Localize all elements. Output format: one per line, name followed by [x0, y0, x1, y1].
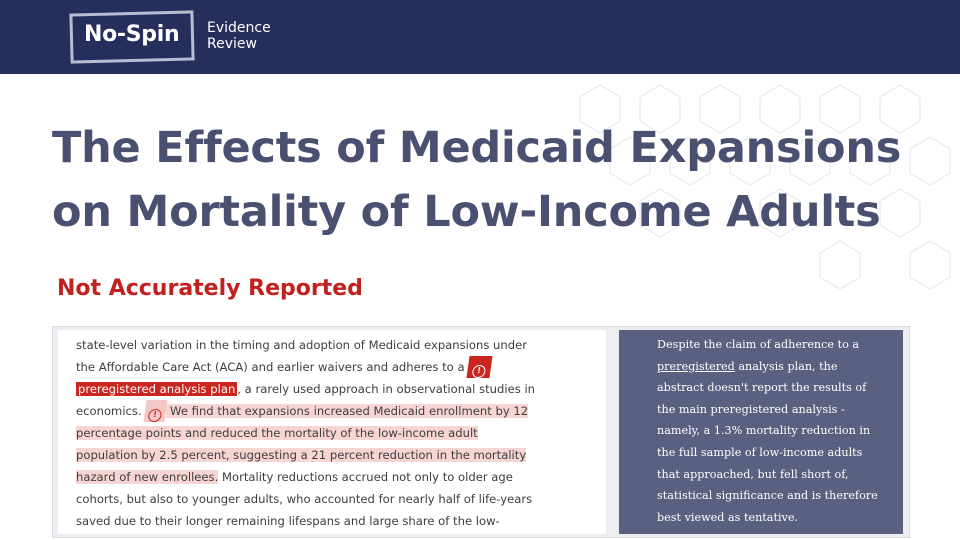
page-title-line2: on Mortality of Low-Income Adults	[52, 187, 881, 237]
excerpt-line	[76, 444, 596, 466]
highlight-finding[interactable]: percentage points and reduced the mortality of the low-income adult	[76, 426, 478, 440]
highlight-finding[interactable]	[166, 404, 528, 418]
comment-line: that approached, but fell short of,	[657, 467, 849, 481]
review-comment	[619, 330, 903, 534]
abstract-excerpt	[58, 330, 606, 534]
excerpt-line: state-level variation in the timing and adoption of Medicaid expansions under	[76, 338, 528, 352]
excerpt-line: saved due to their longer remaining lifespans and large share of the low-	[76, 514, 500, 528]
comment-line: statistical significance and is therefore	[657, 489, 878, 503]
excerpt-line	[76, 378, 596, 400]
exclamation-circle-icon: !	[148, 409, 163, 422]
comment-line: namely, a 1.3% mortality reduction in	[657, 424, 871, 438]
excerpt-text: the Affordable Care Act (ACA) and earlier waivers and adheres to a	[76, 360, 465, 374]
excerpt-text: , a rarely used approach in observational studies in	[237, 382, 536, 396]
excerpt-text: We find that expansions increased Medicaid enrollment by 12	[170, 404, 529, 418]
flag-tag[interactable]	[144, 400, 168, 422]
logo-subtitle-line1: Evidence	[207, 20, 271, 36]
comment-line: abstract doesn't report the results of	[657, 381, 867, 395]
comment-line: the main preregistered analysis -	[657, 402, 845, 416]
comment-line	[657, 356, 895, 378]
flag-tag[interactable]	[466, 356, 492, 378]
excerpt-line	[76, 466, 596, 488]
excerpt-line: cohorts, but also to younger adults, who accounted for nearly half of life-years	[76, 492, 533, 506]
excerpt-line	[76, 422, 596, 444]
highlight-finding[interactable]: hazard of new enrollees.	[76, 470, 219, 484]
exclamation-circle-icon: !	[471, 365, 486, 378]
highlight-preregistered[interactable]: preregistered analysis plan	[78, 382, 236, 396]
comment-line: best viewed as tentative.	[657, 510, 799, 524]
comment-text: analysis plan, the	[734, 359, 838, 373]
logo-subtitle-line2: Review	[207, 36, 257, 52]
excerpt-line	[76, 356, 596, 378]
excerpt-line	[76, 400, 596, 422]
logo-subtitle	[207, 20, 297, 52]
comment-line: Despite the claim of adherence to a	[657, 338, 860, 351]
comment-line: the full sample of low-income adults	[657, 445, 863, 459]
logo-text: No-Spin	[84, 22, 180, 47]
comment-underlined-term: preregistered	[657, 359, 735, 373]
page-title	[52, 116, 942, 244]
verdict-label: Not Accurately Reported	[57, 276, 363, 301]
highlight-finding[interactable]: population by 2.5 percent, suggesting a 21 percent reduction in the mortality	[76, 448, 527, 462]
page-title-line1: The Effects of Medicaid Expansions	[52, 123, 902, 173]
excerpt-text: economics.	[76, 404, 142, 418]
excerpt-text: Mortality reductions accrued not only to older age	[218, 470, 513, 484]
